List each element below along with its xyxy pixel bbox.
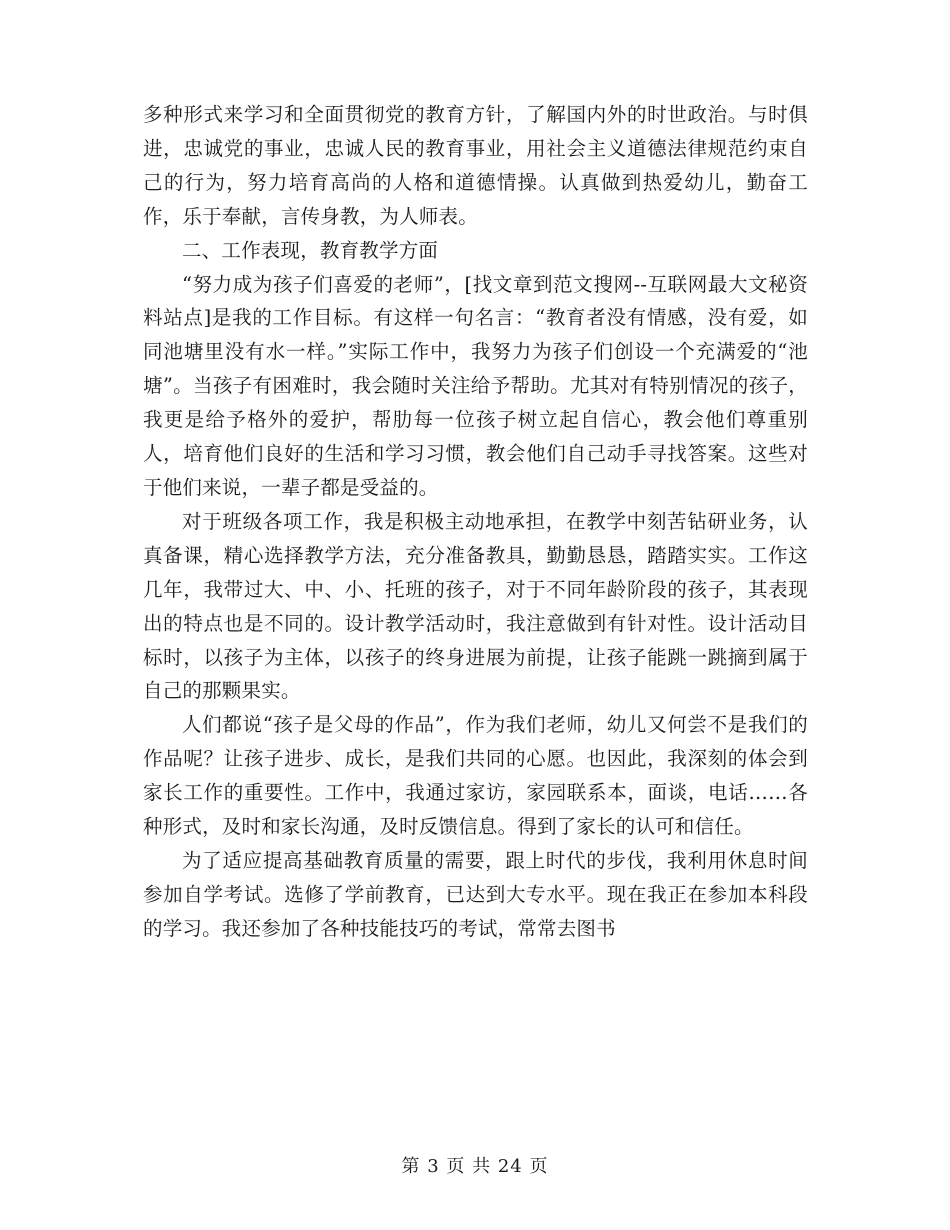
paragraph-4: 人们都说“孩子是父母的作品”，作为我们老师，幼儿又何尝不是我们的作品呢？让孩子进步、成长，是我们共同的心愿。也因此，我深刻的体会到家长工作的重要性。工作中，我通过家访，家园联系本，面谈，电话……各种形式，及时和家长沟通，及时反馈信息。得到了家长的认可和信任。 [143,713,808,839]
paragraph-3: 对于班级各项工作，我是积极主动地承担，在教学中刻苦钻研业务，认真备课，精心选择教学方法，充分准备教具，勤勤恳恳，踏踏实实。工作这几年，我带过大、中、小、托班的孩子，对于不同年龄阶段的孩子，其表现出的特点也是不同的。设计教学活动时，我注意做到有针对性。设计活动目标时，以孩子为主体，以孩子的终身进展为前提，让孩子能跳一跳摘到属于自己的那颗果实。 [143,509,808,703]
page-number-footer: 第 3 页 共 24 页 [401,1156,549,1177]
paragraph-5: 为了适应提高基础教育质量的需要，跟上时代的步伐，我利用休息时间参加自学考试。选修了学前教育，已达到大专水平。现在我正在参加本科段的学习。我还参加了各种技能技巧的考试，常常去图书 [143,848,808,940]
body-text [143,98,808,946]
paragraph-2: “努力成为孩子们喜爱的老师”，[找文章到范文搜网--互联网最大文秘资料站点]是我的工作目标。有这样一句名言：“教育者没有情感，没有爱，如同池塘里没有水一样。”实际工作中，我努力为孩子们创设一个充满爱的“池塘”。当孩子有困难时，我会随时关注给予帮助。尤其对有特别情况的孩子，我更是给予格外的爱护，帮肋每一位孩子树立起自信心，教会他们尊重别人，培育他们良好的生活和学习习惯，教会他们自己动手寻找答案。这些对于他们来说，一辈子都是受益的。 [143,272,808,499]
paragraph-1: 多种形式来学习和全面贯彻党的教育方针，了解国内外的时世政治。与时俱进，忠诚党的事业，忠诚人民的教育事业，用社会主义道德法律规范约束自己的行为，努力培育高尚的人格和道德情操。认真做到热爱幼儿，勤奋工作，乐于奉献，言传身教，为人师表。 [143,103,808,228]
section-heading: 二、工作表现，教育教学方面 [182,238,439,262]
